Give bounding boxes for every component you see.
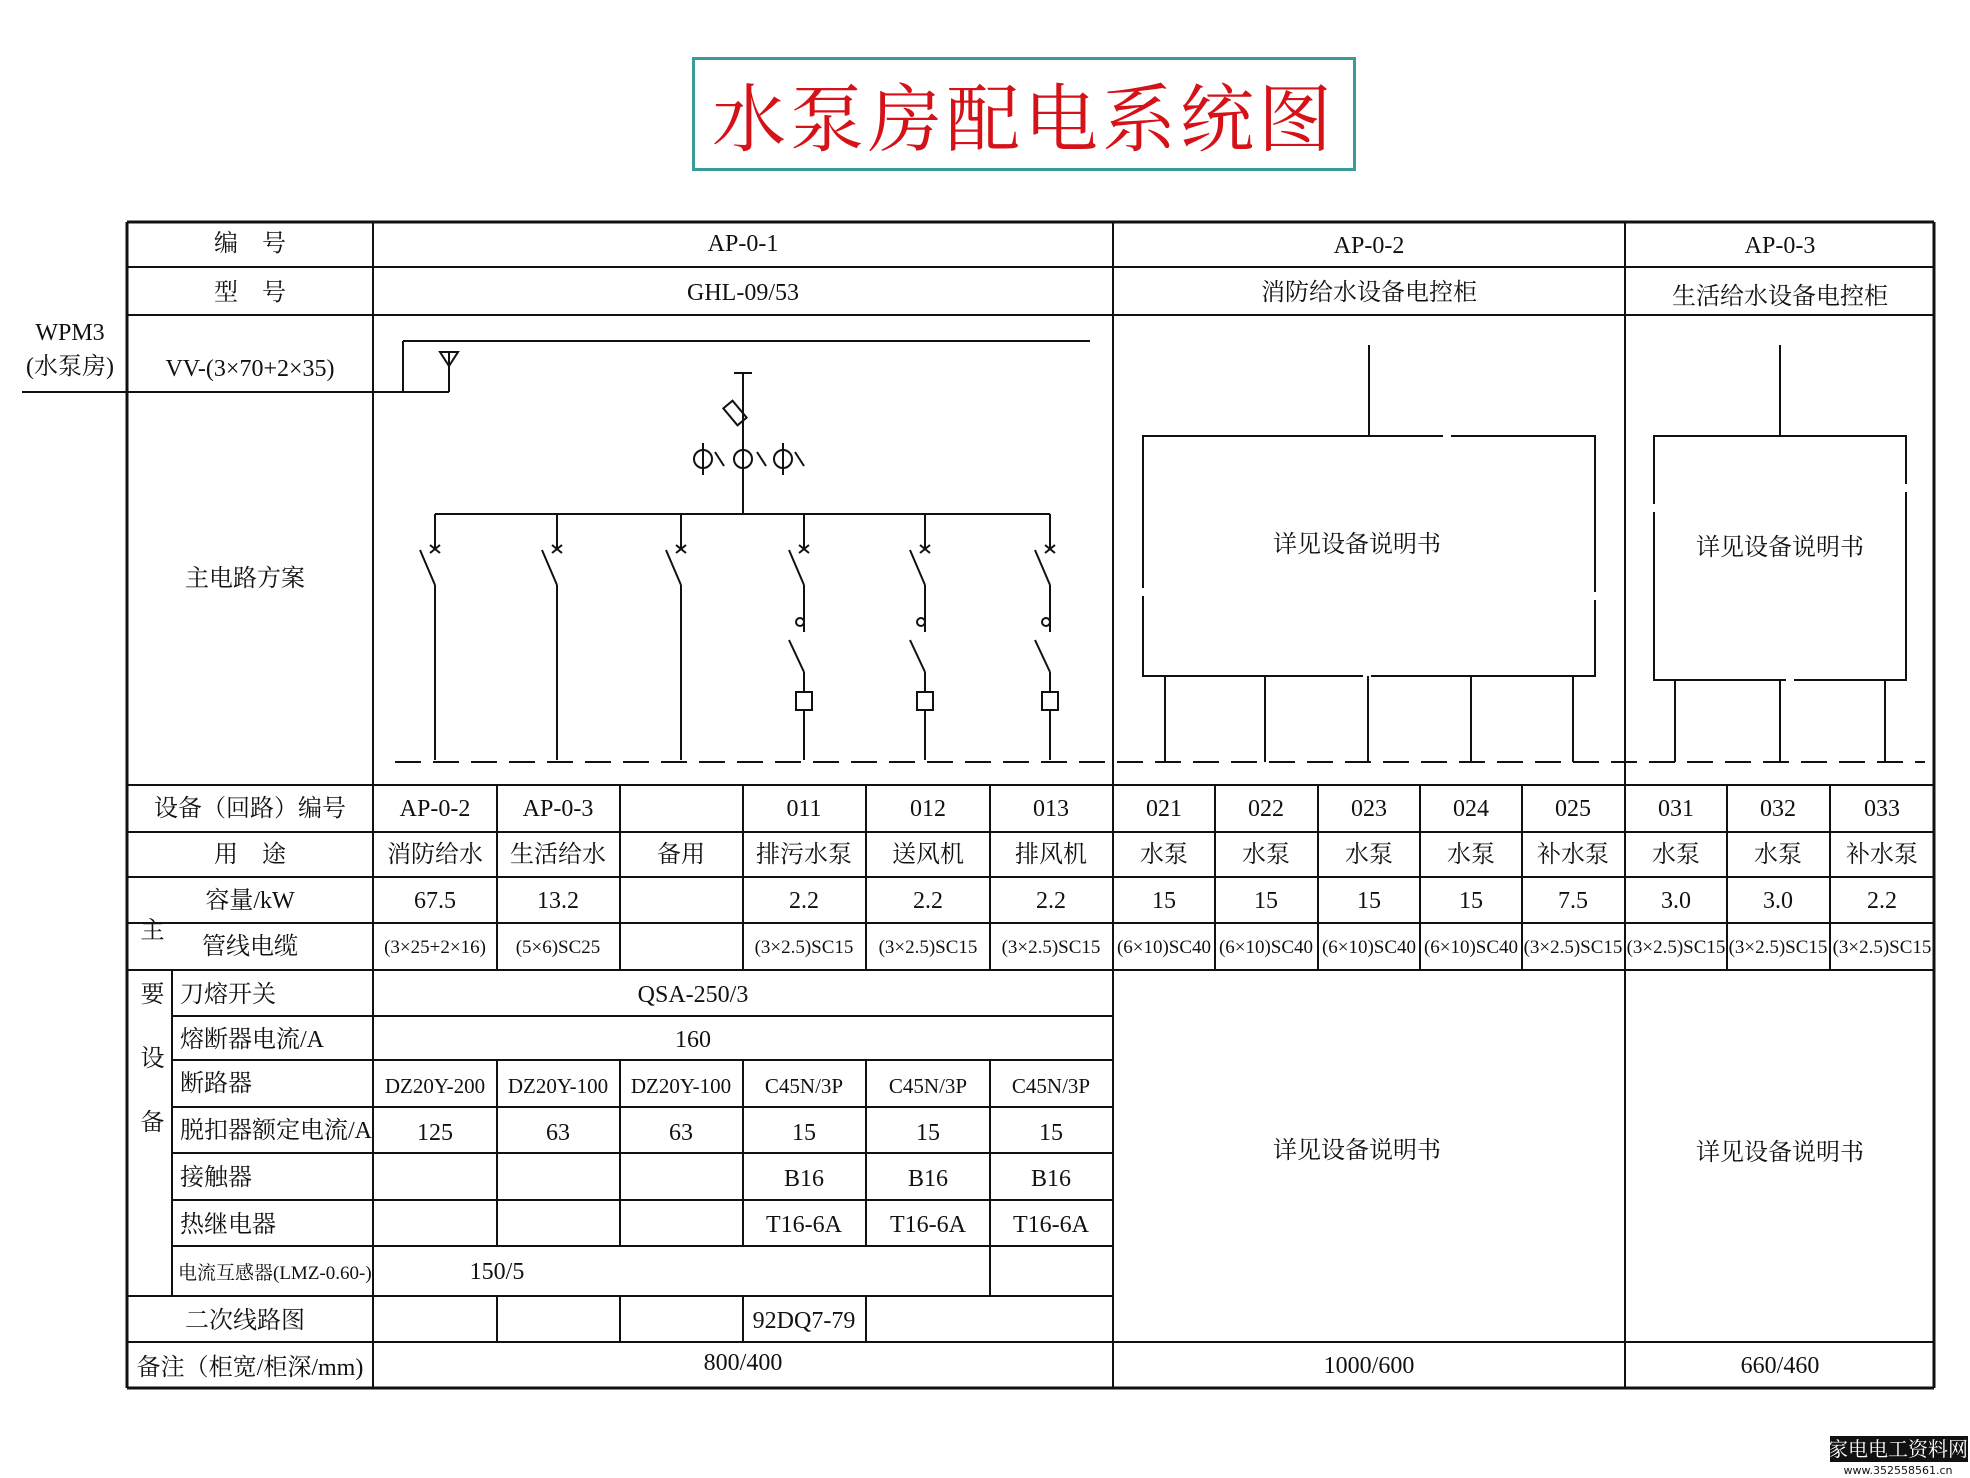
trip-current-value: 15 bbox=[1039, 1120, 1063, 1146]
circuit-no: 013 bbox=[1033, 796, 1069, 822]
circuit-no: 023 bbox=[1351, 796, 1387, 822]
watermark-name: 家电电工资料网 bbox=[1828, 1437, 1968, 1461]
remark-ap-0-3: 660/460 bbox=[1740, 1353, 1820, 1379]
ap-0-3-see-manual: 详见设备说明书 bbox=[1696, 535, 1864, 561]
trip-current-value: 63 bbox=[546, 1120, 570, 1146]
circuit-use: 水泵 bbox=[1242, 842, 1290, 868]
incoming-location-label: (水泵房) bbox=[26, 354, 114, 380]
circuit-kw: 3.0 bbox=[1763, 888, 1793, 914]
thermal-relay-value: T16-6A bbox=[1013, 1212, 1089, 1238]
circuit-use: 排风机 bbox=[1015, 842, 1087, 868]
breaker-value: DZ20Y-100 bbox=[630, 1074, 732, 1098]
circuit-no: 025 bbox=[1555, 796, 1591, 822]
circuit-cable: (3×2.5)SC15 bbox=[1523, 937, 1623, 958]
branch-012 bbox=[910, 514, 933, 760]
header-number-label: 编 号 bbox=[214, 231, 286, 257]
ct-value: 150/5 bbox=[469, 1259, 525, 1285]
circuit-use: 送风机 bbox=[892, 842, 964, 868]
circuit-cable: (6×10)SC40 bbox=[1116, 937, 1212, 958]
incoming-feeder-label: WPM3 bbox=[35, 320, 105, 346]
knife-switch-value: QSA-250/3 bbox=[637, 982, 749, 1008]
panel-ap-0-1-model: GHL-09/53 bbox=[687, 280, 799, 306]
circuit-kw: 15 bbox=[1357, 888, 1381, 914]
breaker-value: DZ20Y-100 bbox=[507, 1074, 609, 1098]
thermal-relay-icon bbox=[1042, 692, 1058, 710]
thermal-relay-icon bbox=[917, 692, 933, 710]
single-line-ap-0-1 bbox=[373, 341, 1925, 762]
main-equipment-char: 主要设备 bbox=[136, 917, 162, 1173]
circuit-cable: (3×2.5)SC15 bbox=[1832, 937, 1932, 958]
trip-current-value: 15 bbox=[916, 1120, 940, 1146]
circuit-cable: (5×6)SC25 bbox=[515, 937, 601, 958]
circuit-cable: (3×2.5)SC15 bbox=[1728, 937, 1828, 958]
row-label-secondary: 二次线路图 bbox=[185, 1308, 305, 1334]
row-label-capacity: 容量/kW bbox=[205, 888, 295, 914]
row-label-usage: 用 途 bbox=[214, 842, 286, 868]
circuit-kw: 15 bbox=[1152, 888, 1176, 914]
row-label-contactor: 接触器 bbox=[180, 1165, 252, 1191]
row-label-thermal-relay: 热继电器 bbox=[180, 1212, 276, 1238]
circuit-use: 补水泵 bbox=[1846, 842, 1918, 868]
circuit-cable: (6×10)SC40 bbox=[1218, 937, 1314, 958]
header-model-label: 型 号 bbox=[214, 280, 286, 306]
ap-0-2-equipment-see-manual: 详见设备说明书 bbox=[1273, 1138, 1441, 1164]
breaker-value: C45N/3P bbox=[888, 1074, 968, 1098]
breaker-value: DZ20Y-200 bbox=[384, 1074, 486, 1098]
ap-0-3-equipment-see-manual: 详见设备说明书 bbox=[1696, 1140, 1864, 1166]
circuit-kw: 2.2 bbox=[913, 888, 943, 914]
trip-current-value: 15 bbox=[792, 1120, 816, 1146]
circuit-no: 033 bbox=[1864, 796, 1900, 822]
circuit-use: 水泵 bbox=[1447, 842, 1495, 868]
incoming-cable-label: VV-(3×70+2×35) bbox=[165, 356, 335, 382]
row-label-ct: 电流互感器(LMZ-0.60-) bbox=[178, 1263, 372, 1284]
circuit-cable: (3×2.5)SC15 bbox=[1626, 937, 1726, 958]
circuit-use: 备用 bbox=[657, 842, 705, 868]
circuit-kw: 7.5 bbox=[1558, 888, 1588, 914]
watermark bbox=[1828, 1436, 1968, 1477]
breaker-value: C45N/3P bbox=[764, 1074, 844, 1098]
row-label-trip-current: 脱扣器额定电流/A bbox=[180, 1118, 372, 1144]
circuit-kw: 67.5 bbox=[414, 888, 456, 914]
circuit-use: 水泵 bbox=[1140, 842, 1188, 868]
thermal-relay-value: T16-6A bbox=[890, 1212, 966, 1238]
circuit-kw: 3.0 bbox=[1661, 888, 1691, 914]
circuit-use: 消防给水 bbox=[387, 842, 483, 868]
contactor-values bbox=[784, 1166, 1071, 1192]
row-label-cable: 管线电缆 bbox=[202, 934, 298, 960]
circuit-use: 补水泵 bbox=[1537, 842, 1609, 868]
circuit-cable: (6×10)SC40 bbox=[1423, 937, 1519, 958]
fuse-current-value: 160 bbox=[675, 1027, 711, 1053]
circuit-cable: (3×2.5)SC15 bbox=[1001, 937, 1101, 958]
circuit-no: 022 bbox=[1248, 796, 1284, 822]
row-label-circuit-no: 设备（回路）编号 bbox=[154, 796, 346, 822]
panel-ap-0-3-id: AP-0-3 bbox=[1744, 233, 1816, 259]
circuit-cable: (3×2.5)SC15 bbox=[878, 937, 978, 958]
panel-ap-0-2-id: AP-0-2 bbox=[1333, 233, 1405, 259]
branch-ap-0-2 bbox=[420, 514, 440, 760]
panel-ap-0-3-model: 生活给水设备电控柜 bbox=[1672, 284, 1888, 310]
watermark-url: www.352558561.cn bbox=[1843, 1464, 1953, 1477]
page-title: 水泵房配电系统图 bbox=[712, 77, 1336, 163]
circuit-use: 生活给水 bbox=[510, 842, 606, 868]
panel-ap-0-1-id: AP-0-1 bbox=[707, 231, 779, 257]
row-label-knife-switch: 刀熔开关 bbox=[180, 982, 276, 1008]
trip-current-values bbox=[417, 1120, 1063, 1146]
row-label-fuse-current: 熔断器电流/A bbox=[180, 1027, 324, 1053]
ap-0-2-see-manual: 详见设备说明书 bbox=[1273, 532, 1441, 558]
panel-ap-0-2-model: 消防给水设备电控柜 bbox=[1261, 280, 1477, 306]
circuit-use: 水泵 bbox=[1345, 842, 1393, 868]
circuit-no: 011 bbox=[786, 796, 822, 822]
row-label-remarks: 备注（柜宽/柜深/mm) bbox=[136, 1355, 364, 1381]
circuit-use: 水泵 bbox=[1652, 842, 1700, 868]
trip-current-value: 125 bbox=[417, 1120, 453, 1146]
thermal-relay-values bbox=[766, 1212, 1090, 1238]
contactor-value: B16 bbox=[907, 1166, 949, 1192]
contactor-value: B16 bbox=[1030, 1166, 1072, 1192]
circuit-use: 排污水泵 bbox=[756, 842, 852, 868]
circuit-no: 021 bbox=[1146, 796, 1182, 822]
row-label-breaker: 断路器 bbox=[180, 1071, 252, 1097]
circuit-kw: 2.2 bbox=[1867, 888, 1897, 914]
breaker-values bbox=[385, 1074, 1090, 1098]
branch-011 bbox=[789, 514, 812, 760]
circuit-cable: (6×10)SC40 bbox=[1321, 937, 1417, 958]
circuit-no: AP-0-2 bbox=[399, 796, 471, 822]
contactor-value: B16 bbox=[783, 1166, 825, 1192]
thermal-relay-value: T16-6A bbox=[766, 1212, 842, 1238]
circuit-kw: 15 bbox=[1459, 888, 1483, 914]
thermal-relay-icon bbox=[796, 692, 812, 710]
circuit-cable: (3×2.5)SC15 bbox=[754, 937, 854, 958]
circuit-no: AP-0-3 bbox=[522, 796, 594, 822]
branch-spare bbox=[666, 514, 686, 760]
circuit-kw: 15 bbox=[1254, 888, 1278, 914]
branch-ap-0-3 bbox=[542, 514, 562, 760]
circuit-kw: 13.2 bbox=[537, 888, 579, 914]
trip-current-value: 63 bbox=[669, 1120, 693, 1146]
branch-013 bbox=[1035, 514, 1058, 760]
circuit-kw: 2.2 bbox=[1036, 888, 1066, 914]
main-circuit-label: 主电路方案 bbox=[185, 566, 305, 592]
breaker-value: C45N/3P bbox=[1011, 1074, 1091, 1098]
circuit-no: 031 bbox=[1658, 796, 1694, 822]
circuit-kw: 2.2 bbox=[789, 888, 819, 914]
circuit-no: 012 bbox=[910, 796, 946, 822]
secondary-diagram-value: 92DQ7-79 bbox=[752, 1308, 856, 1334]
circuit-use: 水泵 bbox=[1754, 842, 1802, 868]
remark-ap-0-2: 1000/600 bbox=[1323, 1353, 1415, 1379]
circuit-no: 032 bbox=[1760, 796, 1796, 822]
circuit-no: 024 bbox=[1453, 796, 1489, 822]
circuit-cable: (3×25+2×16) bbox=[384, 937, 486, 958]
remark-ap-0-1: 800/400 bbox=[703, 1350, 783, 1376]
